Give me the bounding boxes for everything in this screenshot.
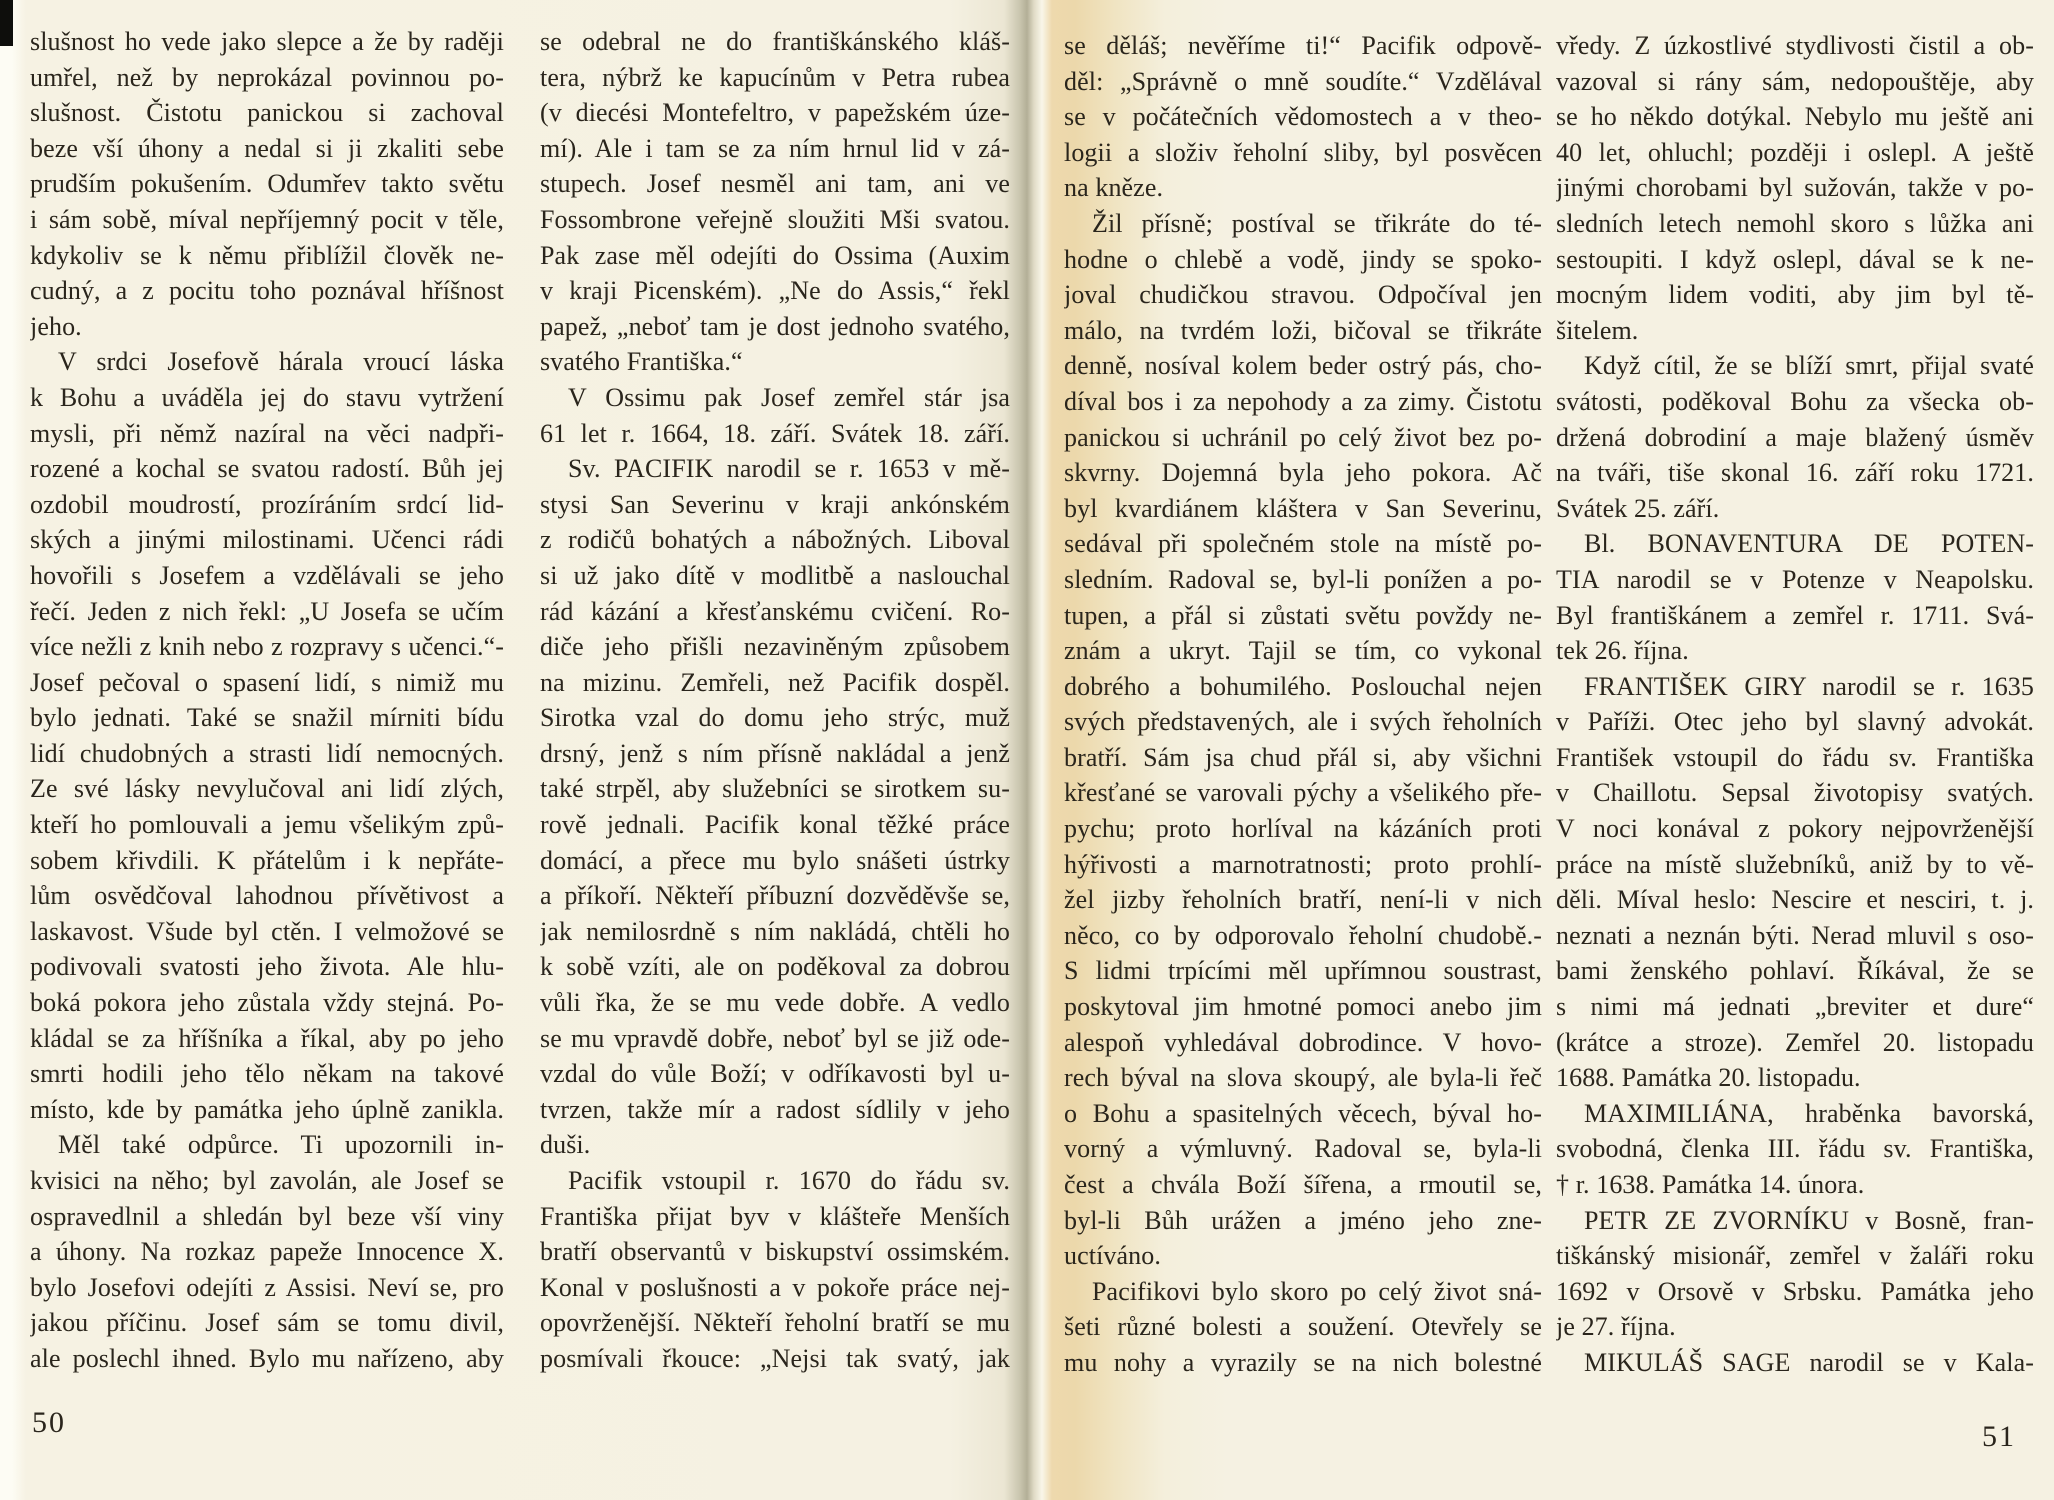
text-line: mu nohy a vyrazily se na nich bolestné <box>1064 1347 1542 1377</box>
text-line: řečí. Jeden z nich řekl: „U Josefa se učím <box>30 596 504 626</box>
text-line: mí). Ale i tam se za ním hrnul lid v zá- <box>540 133 1010 163</box>
text-line: s nimi má jednati „breviter et dure“ <box>1556 992 2034 1022</box>
text-line: V noci konával z pokory nejpovrženější <box>1556 814 2034 844</box>
text-line: o Bohu a spasitelných věcech, býval ho- <box>1064 1098 1542 1128</box>
text-line: Konal v poslušnosti a v pokoře práce nej- <box>540 1272 1010 1302</box>
text-line: rozené a kochal se svatou radostí. Bůh jej <box>30 454 504 484</box>
text-line: V Ossimu pak Josef zemřel stár jsa <box>568 382 1010 412</box>
text-line: tiškánský misionář, zemřel v žaláři roku <box>1556 1241 2034 1271</box>
text-line: prudším pokušením. Odumřev takto světu <box>30 169 504 199</box>
text-line: (krátce a stroze). Zemřel 20. listopadu <box>1556 1027 2034 1057</box>
text-line: Sirotka vzal do domu jeho strýc, muž <box>540 703 1010 733</box>
text-line: a příkoří. Někteří příbuzní dozvěděvše se, <box>540 881 1010 911</box>
text-line: lům osvědčoval lahodnou přívětivost a <box>30 881 504 911</box>
text-line: Pak zase měl odejíti do Ossima (Auxim <box>540 240 1010 270</box>
text-line: málo, na tvrdém loži, bičoval se třikráte <box>1064 315 1542 345</box>
text-line: kládal se za hříšníka a říkal, aby po jeho <box>30 1023 504 1053</box>
text-line: opovrženější. Někteří řeholní bratří se mu <box>540 1308 1010 1338</box>
text-line: na kněze. <box>1064 173 1164 203</box>
text-line: díval bos i za nepohody a za zimy. Čistotu <box>1064 386 1542 416</box>
text-line: v Paříži. Otec jeho byl slavný advokát. <box>1556 707 2034 737</box>
text-line: alespoň vyhledával dobrodince. V hovo- <box>1064 1027 1542 1057</box>
right-page-column-2 <box>1556 28 2034 1381</box>
text-line: FRANTIŠEK GIRY narodil se r. 1635 <box>1584 671 2034 701</box>
text-line: v Chaillotu. Sepsal životopisy svatých. <box>1556 778 2034 808</box>
text-line: Ze své lásky nevylučoval ani lidí zlých, <box>30 774 504 804</box>
text-line: laskavost. Všude byl ctěn. I velmožové se <box>30 916 504 946</box>
text-line: Sv. PACIFIK narodil se r. 1653 v mě- <box>568 454 1010 484</box>
text-line: rově jednali. Pacifik konal těžké práce <box>540 810 1010 840</box>
text-line: v kraji Picenském). „Ne do Assis,“ řekl <box>540 276 1010 306</box>
text-line: bylo jednati. Také se snažil mírniti bídu <box>30 703 504 733</box>
text-line: se v počátečních vědomostech a v theo- <box>1064 102 1542 132</box>
text-line: více nežli z knih nebo z rozpravy s učenci.“- <box>30 632 504 662</box>
text-line: mocným lidem voditi, aby jim byl tě- <box>1556 280 2034 310</box>
text-line: čest a chvála Boží šířena, a rmoutil se, <box>1064 1170 1542 1199</box>
text-line: šeti různé bolesti a soužení. Otevřely se <box>1064 1312 1542 1342</box>
text-line: posmívali řkouce: „Nejsi tak svatý, jak <box>540 1343 1010 1373</box>
text-line: Když cítil, že se blíží smrt, přijal svaté <box>1584 351 2034 381</box>
text-line: sledním. Radoval se, byl-li ponížen a po- <box>1064 564 1542 594</box>
text-line: místo, kde by památka jeho úplně zanikla. <box>30 1094 504 1124</box>
text-line: se děláš; nevěříme ti!“ Pacifik odpově- <box>1064 31 1542 60</box>
text-line: V srdci Josefově hárala vroucí láska <box>58 347 504 377</box>
text-line: podivovali svatosti jeho života. Ale hlu- <box>30 952 504 982</box>
left-page-column-1 <box>30 24 504 1377</box>
text-line: papež, „neboť tam je dost jednoho svatého, <box>540 311 1010 341</box>
text-line: něco, co by odporovalo řeholní chudobě.- <box>1064 920 1542 950</box>
scan-artifact-corner <box>0 0 13 46</box>
text-line: smrti hodili jeho tělo někam na takové <box>30 1059 504 1089</box>
text-line: se mu vpravdě dobře, neboť byl se již ode- <box>540 1023 1010 1053</box>
text-line: svých představených, ale i svých řeholních <box>1064 707 1542 737</box>
text-line: na mizinu. Zemřeli, než Pacifik dospěl. <box>540 667 1010 697</box>
text-line: křesťané se varovali pýchy a všelikého pře- <box>1064 778 1542 808</box>
text-line: k sobě vzíti, ale on poděkoval za dobrou <box>540 952 1010 982</box>
text-line: ospravedlnil a shledán byl beze vší viny <box>30 1201 504 1231</box>
text-line: drsný, jenž s ním přísně nakládal a jenž <box>540 738 1010 768</box>
text-line: bylo Josefovi odejíti z Assisi. Neví se, pro <box>30 1272 504 1302</box>
text-line: Pacifik vstoupil r. 1670 do řádu sv. <box>568 1166 1010 1195</box>
text-line: neznati a neznán býti. Nerad mluvil s oso- <box>1556 920 2034 950</box>
text-line: ozdobil moudrostí, prozíráním srdcí lid- <box>30 489 504 519</box>
text-line: cudný, a z pocitu toho poznával hříšnost <box>30 276 504 306</box>
text-line: i sám sobě, míval nepříjemný pocit v těle, <box>30 204 504 234</box>
text-line: bratří. Sám jsa chud přál si, aby všichni <box>1064 742 1542 772</box>
text-line: Josef pečoval o spasení lidí, s nimiž mu <box>30 667 504 697</box>
text-line: sledních letech nemohl skoro s lůžka ani <box>1556 208 2034 238</box>
text-line: stupech. Josef nesměl ani tam, ani ve <box>540 169 1010 199</box>
right-page-column-1 <box>1064 28 1542 1381</box>
text-line: svatého Františka.“ <box>540 347 743 377</box>
text-line: a úhony. Na rozkaz papeže Innocence X. <box>30 1237 504 1267</box>
text-line: TIA narodil se v Potenze v Neapolsku. <box>1556 564 2034 594</box>
text-line: jakou příčinu. Josef sám se tomu divil, <box>30 1308 504 1338</box>
text-line: hovořili s Josefem a vzdělávali se jeho <box>30 560 504 590</box>
text-line: si už jako dítě v modlitbě a naslouchal <box>540 560 1010 590</box>
text-line: ale poslechl ihned. Bylo mu nařízeno, aby <box>30 1343 504 1373</box>
text-line: práce na místě služebníků, aniž by to vě- <box>1556 849 2034 879</box>
text-line: se odebral ne do františkánského kláš- <box>540 27 1010 56</box>
text-line: vzdal do vůle Boží; v odříkavosti byl u- <box>540 1059 1010 1089</box>
text-line: Pacifikovi bylo skoro po celý život sná- <box>1092 1276 1542 1306</box>
text-line: byl-li Bůh urážen a jméno jeho zne- <box>1064 1205 1542 1235</box>
text-line: 40 let, ohluchl; později i oslepl. A ještě <box>1556 137 2034 167</box>
text-line: tek 26. října. <box>1556 636 1689 666</box>
text-line: kteří ho pomlouvali a jemu všelikým způ- <box>30 810 504 840</box>
text-line: hýřivosti a marnotratnosti; proto prohlí- <box>1064 849 1542 879</box>
text-line: je 27. října. <box>1556 1312 1676 1342</box>
text-line: Měl také odpůrce. Ti upozornili in- <box>58 1130 504 1160</box>
text-line: † r. 1638. Památka 14. února. <box>1556 1170 1865 1199</box>
text-line: pychu; proto horlíval na kázáních proti <box>1064 814 1542 844</box>
text-line: na tváři, tiše skonal 16. září roku 1721. <box>1556 458 2034 488</box>
text-line: S lidmi trpícími měl upřímnou soustrast, <box>1064 956 1542 986</box>
text-line: domácí, a přece mu bylo snášeti ústrky <box>540 845 1010 875</box>
text-line: tvrzen, takže mír a radost sídlily v jeho <box>540 1094 1010 1124</box>
text-line: (v diecési Montefeltro, v papežském úze- <box>540 98 1010 128</box>
text-line: šitelem. <box>1556 315 1639 345</box>
left-page-column-2 <box>540 24 1010 1377</box>
text-line: se ho někdo dotýkal. Nebylo mu ještě ani <box>1556 102 2034 132</box>
text-line: umřel, než by neprokázal povinnou po- <box>30 62 504 92</box>
text-line: Svátek 25. září. <box>1556 493 1720 523</box>
text-line: jeho. <box>30 311 82 341</box>
text-line: slušnost. Čistotu panickou si zachoval <box>30 98 504 128</box>
text-line: Františka přijat byv v klášteře Menších <box>540 1201 1010 1231</box>
text-line: skvrny. Dojemná byla jeho pokora. Ač <box>1064 458 1542 488</box>
text-line: beze vší úhony a nedal si ji zkaliti sebe <box>30 133 504 163</box>
text-line: kvisici na něho; byl zavolán, ale Josef se <box>30 1166 504 1195</box>
text-line: duši. <box>540 1130 591 1160</box>
text-line: PETR ZE ZVORNÍKU v Bosně, fran- <box>1584 1205 2034 1235</box>
text-line: rech býval na slova skoupý, ale byla-li řeč <box>1064 1063 1542 1093</box>
text-line: vředy. Z úzkostlivé stydlivosti čistil a ob- <box>1556 31 2034 60</box>
text-line: mysli, při němž nazíral na věci nadpři- <box>30 418 504 448</box>
text-line: uctíváno. <box>1064 1241 1161 1271</box>
text-line: vorný a výmluvný. Radoval se, byla-li <box>1064 1134 1542 1164</box>
text-line: žel jizby řeholních bratří, není-li v nich <box>1064 885 1542 915</box>
text-line: také strpěl, aby služebníci se sirotkem su- <box>540 774 1010 804</box>
text-line: hodne o chlebě a vodě, jindy se spoko- <box>1064 244 1542 274</box>
text-line: 1688. Památka 20. listopadu. <box>1556 1063 1861 1093</box>
text-line: bratří observantů v biskupství ossimském. <box>540 1237 1010 1267</box>
text-line: tupen, a přál si zůstati světu povždy ne- <box>1064 600 1542 630</box>
text-line: Fossombrone veřejně sloužiti Mši svatou. <box>540 204 1010 234</box>
text-line: slušnost ho vede jako slepce a že by raději <box>30 27 504 56</box>
text-line: děl: „Správně o mně soudíte.“ Vzdělával <box>1064 66 1542 96</box>
text-line: boká pokora jeho zůstala vždy stejná. Po- <box>30 988 504 1018</box>
text-line: rád kázání a křesťanskému cvičení. Ro- <box>540 596 1010 626</box>
text-line: svobodná, členka III. řádu sv. Františka, <box>1556 1134 2034 1164</box>
text-line: joval chudičkou stravou. Odpočíval jen <box>1064 280 1542 310</box>
text-line: panickou si uchránil po celý život bez po- <box>1064 422 1542 452</box>
text-line: poskytoval jim hmotné pomoci anebo jim <box>1064 992 1542 1022</box>
text-line: MIKULÁŠ SAGE narodil se v Kala- <box>1584 1347 2034 1377</box>
text-line: svátosti, poděkoval Bohu za všecka ob- <box>1556 386 2034 416</box>
text-line: vazoval si rány sám, nedopouštěje, aby <box>1556 66 2034 96</box>
text-line: kdykoliv se k němu přiblížil člověk ne- <box>30 240 504 270</box>
text-line: lidí chudobných a strasti lidí nemocných. <box>30 738 504 768</box>
text-line: sestoupiti. I když oslepl, dával se k ne- <box>1556 244 2034 274</box>
text-line: z rodičů bohatých a nábožných. Liboval <box>540 525 1010 555</box>
text-line: bami ženského pohlaví. Říkával, že se <box>1556 956 2034 986</box>
text-line: znám a ukryt. Tajil se tím, co vykonal <box>1064 636 1542 666</box>
text-line: MAXIMILIÁNA, hraběnka bavorská, <box>1584 1098 2034 1128</box>
text-line: jak nemilosrdně s ním nakládá, chtěli ho <box>540 916 1010 946</box>
page-number-left: 50 <box>32 1406 66 1439</box>
text-line: Bl. BONAVENTURA DE POTEN- <box>1584 529 2034 559</box>
text-line: stysi San Severinu v kraji ankónském <box>540 489 1010 519</box>
text-line: František vstoupil do řádu sv. Františka <box>1556 742 2034 772</box>
text-line: logii a složiv řeholní sliby, byl posvěcen <box>1064 137 1542 167</box>
text-line: 61 let r. 1664, 18. září. Svátek 18. září. <box>540 418 1010 448</box>
text-line: sedával při společném stole na místě po- <box>1064 529 1542 559</box>
text-line: ských a jinými milostinami. Učenci rádi <box>30 525 504 555</box>
text-line: Žil přísně; postíval se třikráte do té- <box>1092 208 1542 238</box>
text-line: držená dobrodiní a maje blažený úsměv <box>1556 422 2034 452</box>
text-line: denně, nosíval kolem beder ostrý pás, cho- <box>1064 351 1542 381</box>
text-line: jinými chorobami byl sužován, takže v po- <box>1556 173 2034 203</box>
text-line: dobrého a bohumilého. Poslouchal nejen <box>1064 671 1542 701</box>
text-line: vůli řka, že se mu vede dobře. A vedlo <box>540 988 1010 1018</box>
text-line: byl kvardiánem kláštera v San Severinu, <box>1064 493 1542 523</box>
text-line: diče jeho přišli nezaviněným způsobem <box>540 632 1010 662</box>
text-line: tera, nýbrž ke kapucínům v Petra rubea <box>540 62 1010 92</box>
page-number-right: 51 <box>1982 1420 2016 1453</box>
text-line: 1692 v Orsově v Srbsku. Památka jeho <box>1556 1276 2034 1306</box>
text-line: děli. Míval heslo: Nescire et nesciri, t. j. <box>1556 885 2034 915</box>
text-line: Byl františkánem a zemřel r. 1711. Svá- <box>1556 600 2034 630</box>
text-line: sobem křivdili. K přátelům i k nepřáte- <box>30 845 504 875</box>
text-line: k Bohu a uváděla jej do stavu vytržení <box>30 382 504 412</box>
